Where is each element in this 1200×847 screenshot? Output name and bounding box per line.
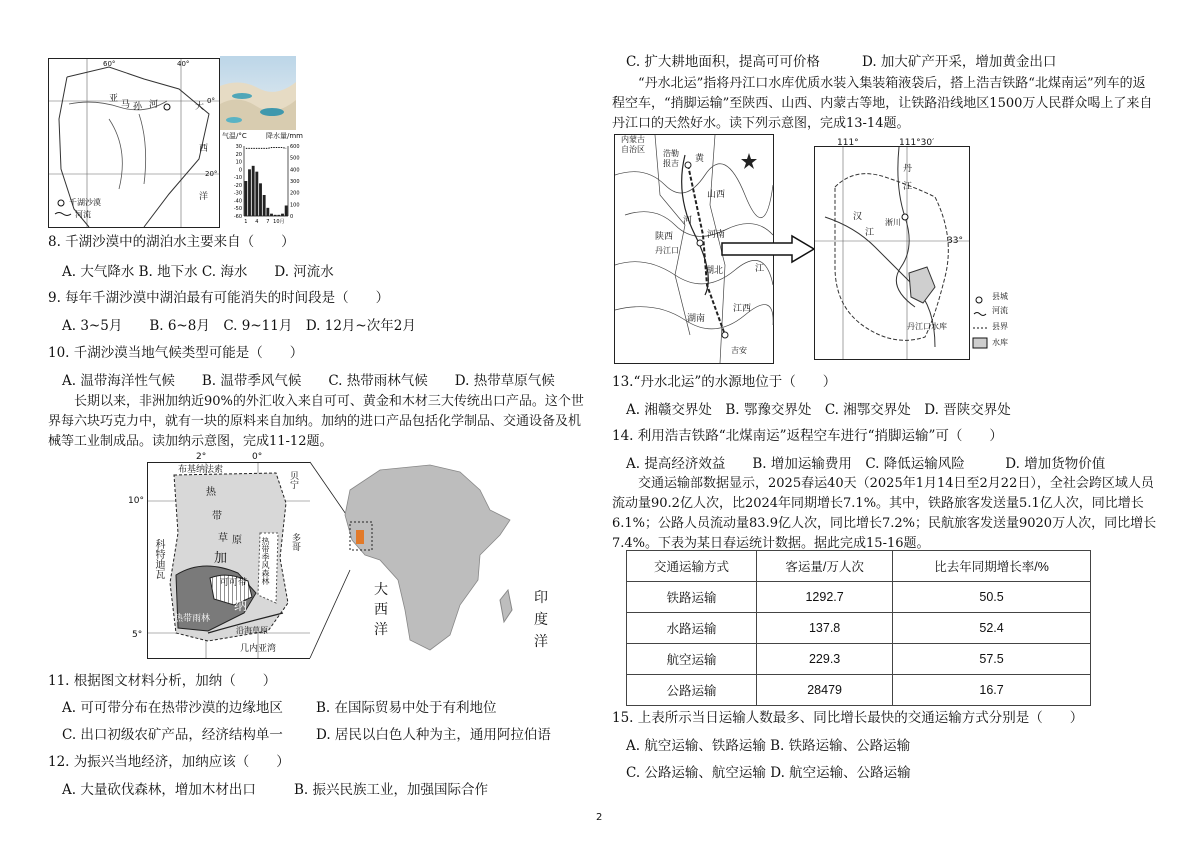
precip-bar <box>252 166 255 216</box>
table-cell: 水路运输 <box>627 613 757 644</box>
desert-photo <box>220 56 296 130</box>
precip-bar <box>277 215 280 216</box>
q9-stem: 9. 每年千湖沙漠中湖泊最有可能消失的时间段是（ ） <box>48 290 390 306</box>
table-cell: 航空运输 <box>627 644 757 675</box>
temp-line <box>246 148 286 149</box>
precip-bar <box>259 183 262 216</box>
table-row <box>627 675 1091 706</box>
huang-label: 黄 <box>695 154 705 164</box>
right-tick-label: 0 <box>290 214 294 220</box>
q12-option-c: C. 扩大耕地面积，提高可可价格 <box>626 54 820 70</box>
xichuan-label: 淅川 <box>885 218 901 227</box>
ghana-char: 纳 <box>234 599 248 614</box>
q8-stem: 8. 千湖沙漠中的湖泊水主要来自（ ） <box>48 234 295 250</box>
q11-stem: 11. 根据图文材料分析，加纳（ ） <box>48 673 277 689</box>
right-axis-title: 降水量/mm <box>266 132 303 140</box>
legend-reservoir: 水库 <box>992 338 1008 347</box>
month-tick-label: 7 <box>266 219 270 225</box>
burkina-label: 布基纳法索 <box>178 465 224 475</box>
q12-option-d: D. 加大矿产开采，增加黄金出口 <box>862 54 1057 70</box>
left-tick-label: -30 <box>233 190 242 197</box>
right-tick-label: 200 <box>290 190 300 197</box>
table-cell: 50.5 <box>893 582 1091 613</box>
lat-label: 10° <box>128 496 144 506</box>
left-tick-label: 10 <box>235 159 242 166</box>
south-america-map <box>48 58 220 228</box>
q11-option-d: D. 居民以白色人种为主，通用阿拉伯语 <box>316 727 551 743</box>
right-tick-label: 500 <box>290 155 300 162</box>
table-header-row <box>627 551 1091 582</box>
lon-label: 0° <box>252 452 263 462</box>
left-tick-label: 0 <box>238 167 242 174</box>
table-cell: 1292.7 <box>757 582 893 613</box>
hubei-label: 湖北 <box>705 266 724 276</box>
transport-table <box>626 550 1091 706</box>
q10-stem: 10. 千湖沙漠当地气候类型可能是（ ） <box>48 345 304 361</box>
ghana-char: 加 <box>214 551 228 566</box>
legend-desert: 千湖沙漠 <box>69 198 101 207</box>
right-tick-label: 300 <box>290 179 300 185</box>
lat-label: 5° <box>132 630 143 640</box>
inset-lon-label: 111°30′ <box>899 138 935 148</box>
q14-stem: 14. 利用浩吉铁路“北煤南运”返程空车进行“捎脚运输”可（ ） <box>612 428 1003 444</box>
lon-label: 60° <box>103 60 116 68</box>
q12-stem: 12. 为振兴当地经济，加纳应该（ ） <box>48 754 290 770</box>
danjiangkou-label: 丹江口 <box>655 246 679 255</box>
legend-county: 县城 <box>992 292 1008 301</box>
climate-chart-svg <box>222 132 306 228</box>
left-tick-label: 20 <box>235 151 242 158</box>
q15-options-1: A. 航空运输、铁路运输 B. 铁路运输、公路运输 <box>626 738 911 754</box>
hunan-label: 湖南 <box>687 314 706 324</box>
savanna-char: 草 <box>218 533 228 544</box>
table-cell: 52.4 <box>893 613 1091 644</box>
table-row <box>627 582 1091 613</box>
danshui-intro: “丹水北运”指将丹江口水库优质水装入集装箱液袋后，搭上浩吉铁路“北煤南运”列车的返程空车，“捎脚运输”至陕西、山西、内蒙古等地，让铁路沿线地区1500万人民群众喝上了来自丹江口的天然好水。读下列示意图，完成13-14题。 <box>612 76 1153 131</box>
monsoon-forest-label: 热带季风森林 <box>261 537 270 585</box>
coastal-grass-label: 沿海草原 <box>236 626 268 635</box>
amazon-label: 孙 <box>133 102 143 112</box>
lon-label: 2° <box>196 452 207 462</box>
savanna-char: 原 <box>232 535 242 546</box>
precip-bar <box>266 208 269 216</box>
shanxi-label: 山西 <box>707 190 726 200</box>
gulf-label: 几内亚湾 <box>240 644 277 654</box>
table-cell: 28479 <box>757 675 893 706</box>
precip-bar <box>281 214 284 216</box>
indian-char: 度 <box>534 612 548 628</box>
q8-options: A. 大气降水 B. 地下水 C. 海水 D. 河流水 <box>62 264 334 280</box>
q9-options: A. 3~5月 B. 6~8月 C. 9~11月 D. 12月~次年2月 <box>62 318 416 334</box>
arrow-icon <box>722 236 814 262</box>
legend-river: 河流 <box>992 306 1008 315</box>
jian-label: 吉安 <box>731 346 747 355</box>
left-tick-label: -40 <box>233 198 242 205</box>
table-cell: 57.5 <box>893 644 1091 675</box>
savanna-char: 带 <box>212 511 222 522</box>
atlantic-label: 西 <box>199 144 209 154</box>
han-char: 汉 <box>853 212 863 222</box>
left-tick-label: -10 <box>233 175 242 182</box>
benin-label: 贝宁 <box>288 471 298 489</box>
right-tick-label: 400 <box>290 167 300 174</box>
left-axis-title: 气温/°C <box>222 132 247 140</box>
q11-option-a: A. 可可带分布在热带沙漠的边缘地区 <box>62 700 283 716</box>
legend-county-border: 县界 <box>992 322 1008 331</box>
table-cell: 公路运输 <box>627 675 757 706</box>
table-row <box>627 644 1091 675</box>
transport-intro: 交通运输部数据显示，2025春运40天（2025年1月14日至2月22日），全社会跨区域人员流动量90.2亿人次，比2024年同期增长7.1%。其中，铁路旅客发送量5.1亿人次，同比增长6.1%；公路人员流动量83.9亿人次，同比增长7.2%；民航旅客发送量9020万人次，同比增长7.4%。下表为某日春运统计数据。据此完成15-16题。 <box>612 476 1157 551</box>
table-cell: 137.8 <box>757 613 893 644</box>
ghana-map <box>128 452 312 659</box>
atlantic-char: 洋 <box>374 622 388 638</box>
amazon-label: 亚 <box>109 94 119 104</box>
inner-mongolia-label: 自治区 <box>621 145 645 154</box>
savanna-char: 热 <box>206 487 216 498</box>
table-cell: 229.3 <box>757 644 893 675</box>
q15-options-2: C. 公路运输、航空运输 D. 航空运输、公路运输 <box>626 765 911 781</box>
inset-lat-label: 33° <box>947 236 963 246</box>
dan-char: 丹 <box>903 164 913 174</box>
table-header: 比去年同期增长率/% <box>893 551 1091 582</box>
climate-chart <box>222 132 306 228</box>
cocoa-belt-label: 可可带 <box>220 578 248 588</box>
right-tick-label: 600 <box>290 144 300 150</box>
table-header: 客运量/万人次 <box>757 551 893 582</box>
jiangxi-label: 江西 <box>733 304 752 314</box>
q10-options: A. 温带海洋性气候 B. 温带季风气候 C. 热带雨林气候 D. 热带草原气候 <box>62 373 555 389</box>
amazon-label: 河 <box>149 100 159 110</box>
indian-char: 印 <box>534 590 548 606</box>
precip-bar <box>274 215 277 216</box>
reservoir-label: 丹江口水库 <box>907 322 947 331</box>
table-cell: 16.7 <box>893 675 1091 706</box>
q12-option-b: B. 振兴民族工业，加强国际合作 <box>294 782 489 798</box>
lat-label: 20° <box>205 170 218 178</box>
atlantic-char: 西 <box>374 602 388 618</box>
month-tick-label: 10月 <box>273 219 285 225</box>
rainforest-label: 热带雨林 <box>174 614 211 624</box>
q14-options: A. 提高经济效益 B. 增加运输费用 C. 降低运输风险 D. 增加货物价值 <box>626 456 1106 472</box>
amazon-label: 马 <box>121 100 131 110</box>
lon-label: 40° <box>177 60 190 68</box>
q13-options: A. 湘赣交界处 B. 鄂豫交界处 C. 湘鄂交界处 D. 晋陕交界处 <box>626 402 1011 418</box>
dan-char: 江 <box>903 182 913 192</box>
month-tick-label: 4 <box>255 219 259 225</box>
africa-map <box>310 460 570 660</box>
q11-option-b: B. 在国际贸易中处于有利地位 <box>316 700 497 716</box>
ghana-intro: 长期以来，非洲加纳近90%的外汇收入来自可可、黄金和木材三大传统出口产品。这个世界每六块巧克力中，就有一块的原料来自加纳。加纳的进口产品包括化学制品、交通设备及机械等工业制成品。读加纳示意图，完成11-12题。 <box>48 394 584 449</box>
left-tick-label: -20 <box>233 182 242 189</box>
henan-label: 河南 <box>707 230 726 240</box>
precip-bar <box>244 181 247 216</box>
precip-bar <box>255 172 258 216</box>
reservoir-inset-map <box>814 138 970 360</box>
he-label: 河 <box>683 216 693 226</box>
inset-lon-label: 111° <box>837 138 859 148</box>
q11-option-c: C. 出口初级农矿产品，经济结构单一 <box>62 727 283 743</box>
left-tick-label: 30 <box>235 144 242 150</box>
table-row <box>627 613 1091 644</box>
left-tick-label: -60 <box>233 214 242 220</box>
page-number: 2 <box>596 812 603 823</box>
inset-legend <box>972 292 1032 356</box>
han-char: 江 <box>865 228 875 238</box>
atlantic-char: 大 <box>374 582 388 598</box>
indian-char: 洋 <box>534 634 548 650</box>
legend-river: 河流 <box>75 210 91 219</box>
table-cell: 铁路运输 <box>627 582 757 613</box>
precip-bar <box>270 214 273 216</box>
atlantic-label: 大 <box>195 102 205 112</box>
haolebaoji-label: 浩勒 <box>663 149 679 158</box>
month-tick-label: 1 <box>244 219 248 225</box>
shaanxi-label: 陕西 <box>655 232 674 242</box>
atlantic-label: 洋 <box>199 192 209 202</box>
precip-bar <box>285 206 288 217</box>
q13-stem: 13.“丹水北运”的水源地位于（ ） <box>612 374 837 390</box>
table-header: 交通运输方式 <box>627 551 757 582</box>
left-tick-label: -50 <box>233 206 242 213</box>
q12-option-a: A. 大量砍伐森林，增加木材出口 <box>62 782 256 798</box>
precip-bar <box>263 195 266 216</box>
q15-stem: 15. 上表所示当日运输人数最多、同比增长最快的交通运输方式分别是（ ） <box>612 710 1084 726</box>
inner-mongolia-label: 内蒙古 <box>621 135 645 144</box>
togo-label: 多哥 <box>290 533 300 551</box>
jiang-label: 江 <box>755 264 765 274</box>
haolebaoji-label: 报吉 <box>663 159 679 168</box>
right-tick-label: 100 <box>290 202 300 209</box>
cote-divoire-label: 科特迪瓦 <box>153 539 164 579</box>
lat-label: 0° <box>207 97 215 105</box>
precip-bar <box>248 169 251 216</box>
